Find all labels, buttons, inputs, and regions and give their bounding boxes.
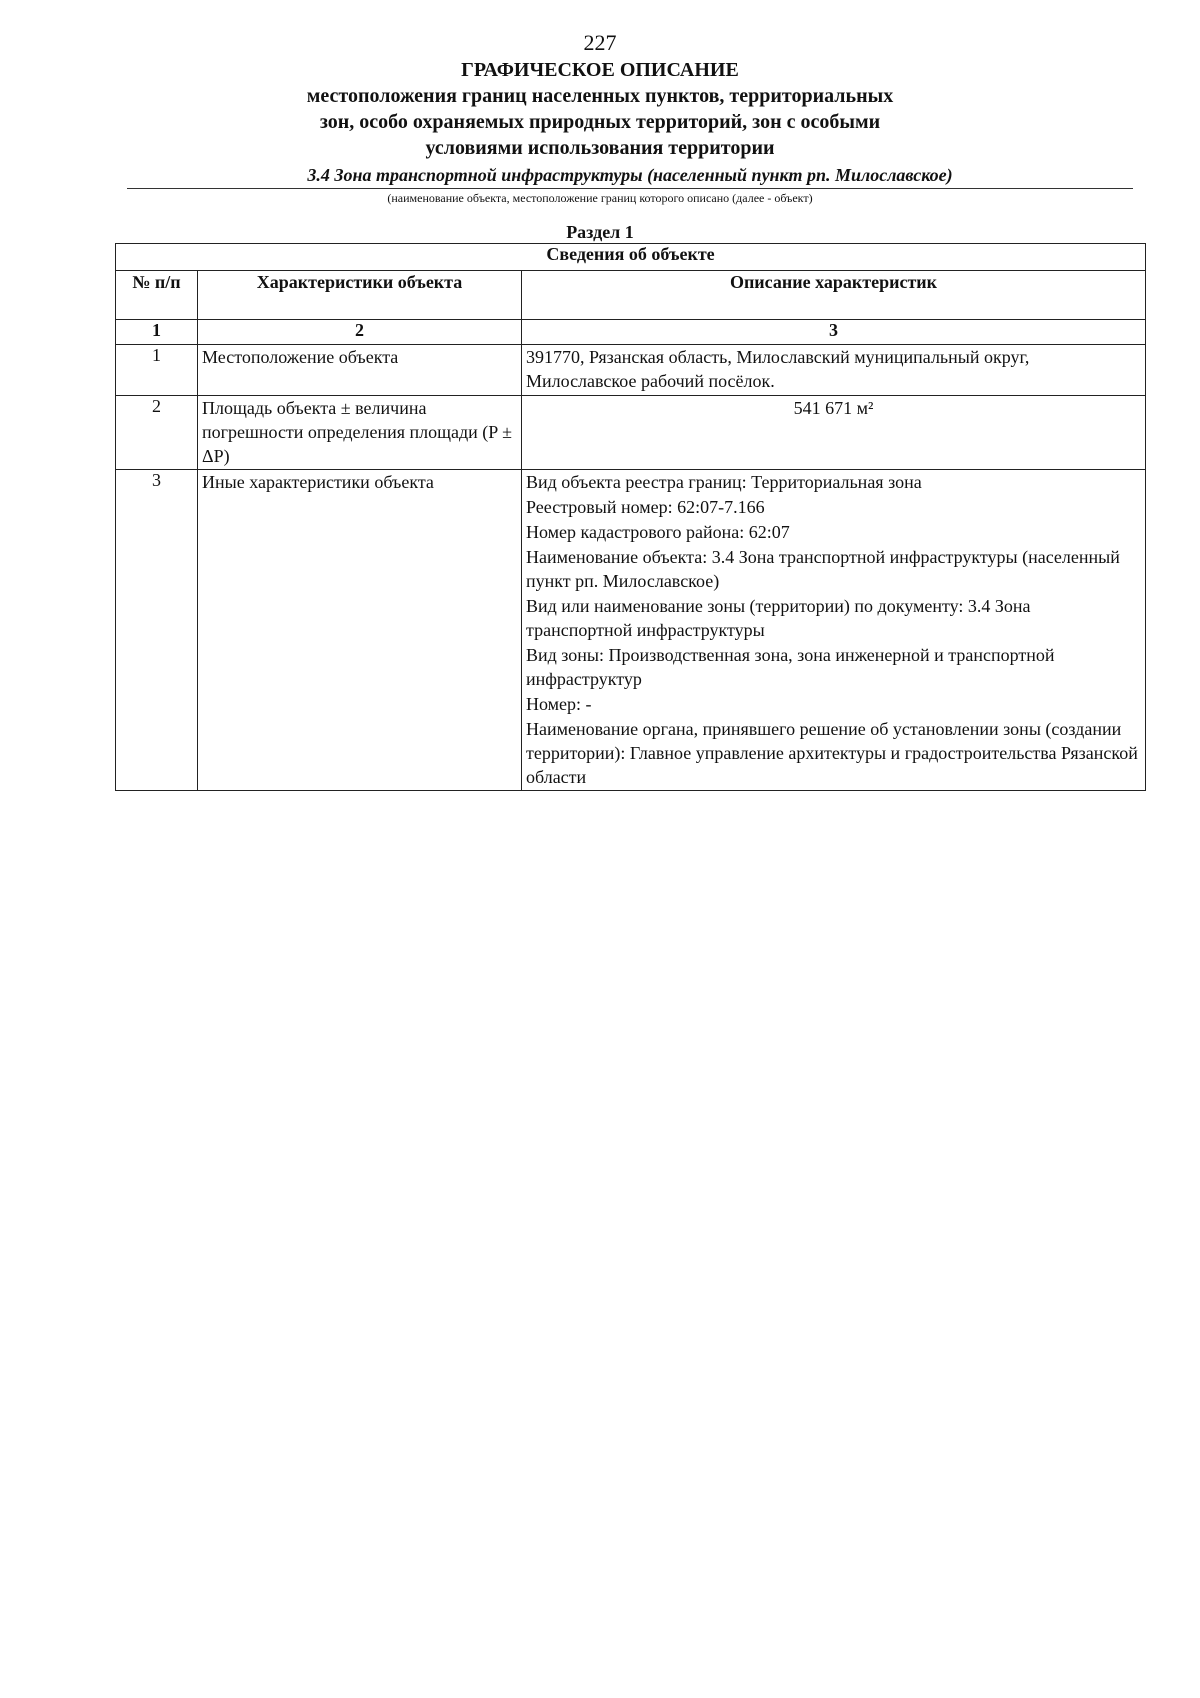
description-line: 391770, Рязанская область, Милославский муниципальный округ, Милославское рабочий посёлок.: [526, 347, 1030, 391]
object-info-table: [115, 243, 1146, 791]
document-subtitle-line: местоположения границ населенных пунктов, территориальных: [306, 85, 894, 107]
description-line: Реестровый номер: 62:07-7.166: [526, 497, 765, 517]
row-description: [522, 345, 1146, 396]
column-index: 3: [522, 320, 1146, 345]
row-characteristic: Площадь объекта ± величина погрешности определения площади (P ± ΔP): [198, 396, 522, 470]
column-index: 1: [116, 320, 198, 345]
document-subtitle-line: зон, особо охраняемых природных территорий, зон с особыми: [319, 111, 881, 133]
row-characteristic: Иные характеристики объекта: [198, 470, 522, 791]
column-index: 2: [198, 320, 522, 345]
description-line: Вид объекта реестра границ: Территориальная зона: [526, 472, 922, 492]
row-characteristic: Местоположение объекта: [198, 345, 522, 396]
description-line: Вид зоны: Производственная зона, зона инженерной и транспортной инфраструктур: [526, 645, 1055, 689]
row-number: 1: [116, 345, 198, 396]
row-description: [522, 396, 1146, 470]
table-caption: Сведения об объекте: [116, 244, 1146, 271]
object-name: 3.4 Зона транспортной инфраструктуры (населенный пункт рп. Милославское): [307, 165, 953, 185]
table-row: [116, 470, 1146, 791]
document-title: ГРАФИЧЕСКОЕ ОПИСАНИЕ: [461, 59, 739, 81]
section-title: Раздел 1: [566, 222, 634, 242]
object-name-underline: [127, 188, 1133, 189]
row-number: 2: [116, 396, 198, 470]
object-name-caption: (наименование объекта, местоположение границ которого описано (далее - объект): [387, 191, 813, 205]
description-line: Вид или наименование зоны (территории) по документу: 3.4 Зона транспортной инфраструктуры: [526, 596, 1031, 640]
row-number: 3: [116, 470, 198, 791]
page-number: 227: [583, 30, 617, 55]
document-subtitle-line: условиями использования территории: [425, 137, 775, 159]
document-title-block: [0, 58, 1200, 161]
row-description: [522, 470, 1146, 791]
description-line: Наименование объекта: 3.4 Зона транспортной инфраструктуры (населенный пункт рп. Милославское): [526, 547, 1120, 591]
area-value: 541 671 м²: [793, 398, 874, 418]
description-line: Номер кадастрового района: 62:07: [526, 522, 790, 542]
table-row: [116, 345, 1146, 396]
column-header-number: № п/п: [116, 271, 198, 320]
column-header-description: Описание характеристик: [522, 271, 1146, 320]
column-header-characteristics: Характеристики объекта: [198, 271, 522, 320]
description-line: Наименование органа, принявшего решение об установлении зоны (создании территории): Главное управление архитектуры и градостроительства Рязанской области: [526, 719, 1138, 787]
description-line: Номер: -: [526, 694, 592, 714]
table-row: [116, 396, 1146, 470]
